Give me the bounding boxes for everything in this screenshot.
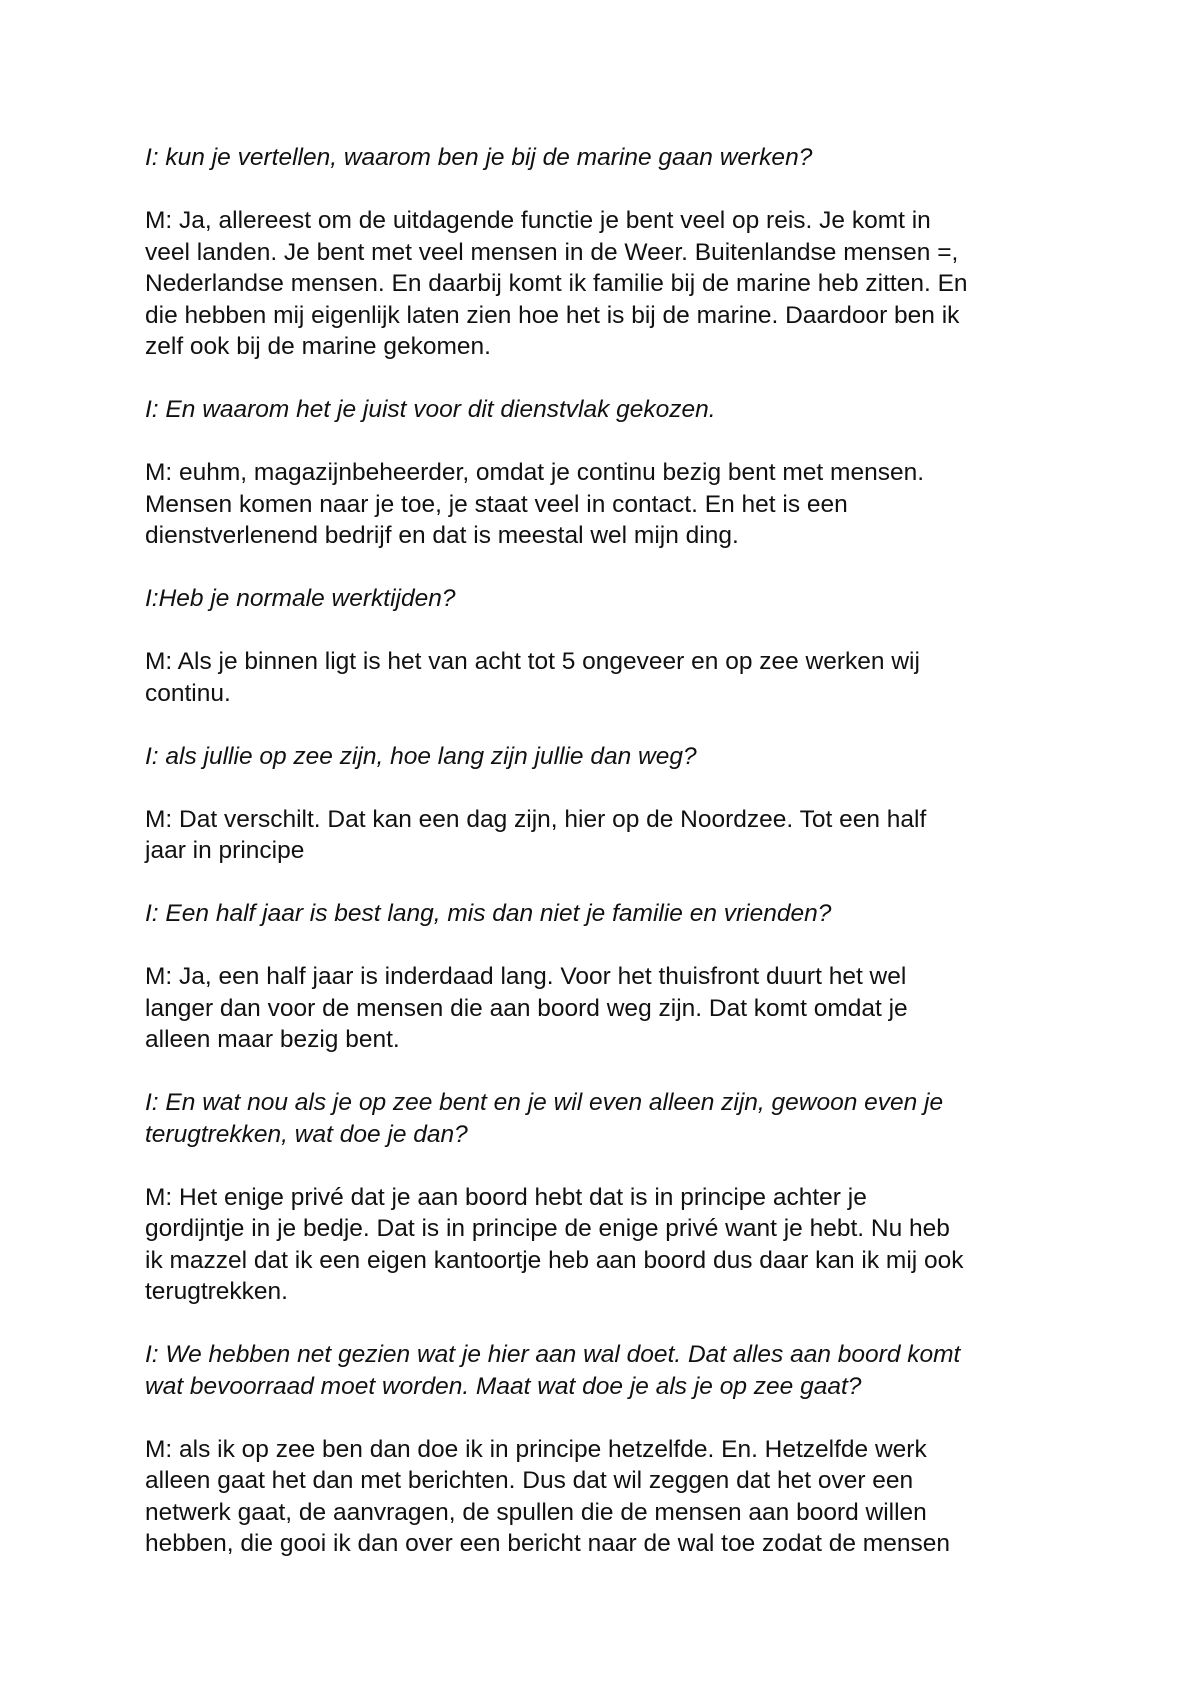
interviewee-answer [145,1182,1085,1308]
interviewee-answer [145,205,1085,363]
interviewer-question [145,142,1085,174]
text-line: netwerk gaat, de aanvragen, de spullen die de mensen aan boord willen [145,1498,927,1526]
text-line: I: En wat nou als je op zee bent en je wil even alleen zijn, gewoon even je [145,1089,944,1116]
text-line: I: kun je vertellen, waarom ben je bij de marine gaan werken? [145,144,813,171]
text-line: M: Dat verschilt. Dat kan een dag zijn, hier op de Noordzee. Tot een half [145,805,927,833]
interviewee-answer [145,646,1085,709]
text-line: I: We hebben net gezien wat je hier aan wal doet. Dat alles aan boord komt [145,1341,961,1368]
text-line: hebben, die gooi ik dan over een bericht naar de wal toe zodat de mensen [145,1530,950,1557]
interviewee-answer [145,961,1085,1056]
text-line: jaar in principe [145,837,305,864]
text-line: zelf ook bij de marine gekomen. [145,333,491,360]
text-line: M: Ja, een half jaar is inderdaad lang. Voor het thuisfront duurt het wel [145,963,907,990]
text-line: dienstverlenend bedrijf en dat is meestal wel mijn ding. [145,522,739,549]
text-line: M: Het enige privé dat je aan boord hebt dat is in principe achter je [145,1183,867,1211]
text-line: gordijntje in je bedje. Dat is in principe de enige privé want je hebt. Nu heb [145,1215,950,1242]
text-line: ik mazzel dat ik een eigen kantoortje heb aan boord dus daar kan ik mij ook [145,1246,964,1274]
text-line: continu. [145,679,231,707]
interviewer-question [145,1339,1085,1402]
text-line: M: euhm, magazijnbeheerder, omdat je continu bezig bent met mensen. [145,459,924,486]
text-line: Nederlandse mensen. En daarbij komt ik familie bij de marine heb zitten. En [145,270,968,297]
text-line: M: als ik op zee ben dan doe ik in principe hetzelfde. En. Hetzelfde werk [145,1435,927,1463]
interviewer-question [145,898,1085,930]
interviewee-answer [145,804,1085,867]
text-line: I:Heb je normale werktijden? [145,585,456,612]
text-line: terugtrekken, wat doe je dan? [145,1120,468,1148]
text-line: langer dan voor de mensen die aan boord weg zijn. Dat komt omdat je [145,994,908,1022]
text-line: veel landen. Je bent met veel mensen in de Weer. Buitenlandse mensen =, [145,238,959,266]
text-line: alleen maar bezig bent. [145,1026,400,1053]
text-line: I: En waarom het je juist voor dit dienstvlak gekozen. [145,396,716,423]
text-line: terugtrekken. [145,1278,288,1305]
interviewer-question [145,394,1085,426]
text-line: I: als jullie op zee zijn, hoe lang zijn jullie dan weg? [145,742,697,770]
text-line: M: Ja, allereest om de uitdagende functie je bent veel op reis. Je komt in [145,207,931,234]
text-line: alleen gaat het dan met berichten. Dus dat wil zeggen dat het over een [145,1467,914,1494]
interviewer-question [145,583,1085,615]
interview-transcript [145,142,1085,1591]
interviewee-answer [145,1434,1085,1560]
text-line: die hebben mij eigenlijk laten zien hoe het is bij de marine. Daardoor ben ik [145,301,960,329]
interviewer-question [145,741,1085,773]
interviewer-question [145,1087,1085,1150]
interviewee-answer [145,457,1085,552]
text-line: I: Een half jaar is best lang, mis dan niet je familie en vrienden? [145,900,832,927]
text-line: Mensen komen naar je toe, je staat veel in contact. En het is een [145,490,848,518]
text-line: wat bevoorraad moet worden. Maat wat doe je als je op zee gaat? [145,1372,862,1400]
text-line: M: Als je binnen ligt is het van acht tot 5 ongeveer en op zee werken wij [145,648,920,675]
